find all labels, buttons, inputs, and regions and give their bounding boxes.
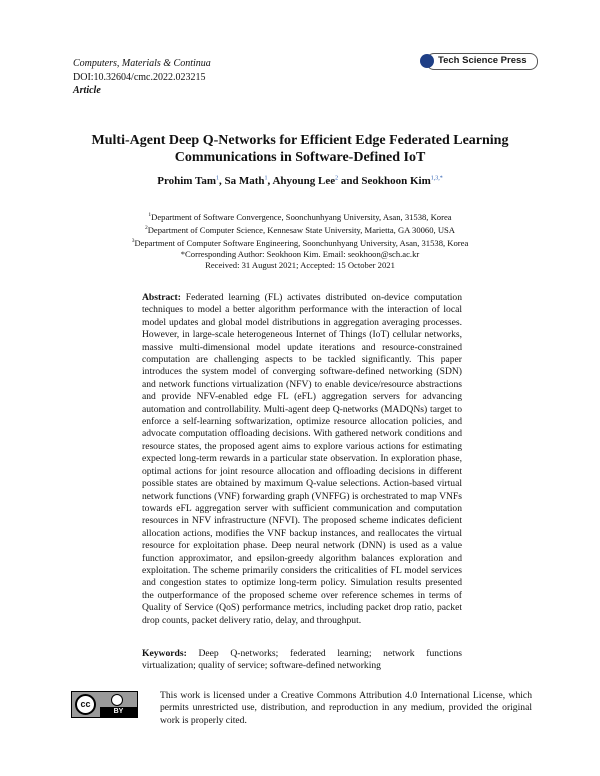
affiliation: $^2$Department of Computer Science, Kennesaw State University, Marietta, GA 30060, USA xyxy=(144,224,456,235)
keywords xyxy=(142,648,462,673)
article-type: Article xyxy=(73,85,101,96)
journal-header xyxy=(73,57,211,98)
keywords-label: Keywords: xyxy=(142,648,187,659)
paper-title xyxy=(70,132,530,166)
by-label: BY xyxy=(100,707,137,717)
publisher-dot-icon xyxy=(420,54,434,68)
author-affil-sup: 1 xyxy=(216,175,220,182)
received-dates: Received: 31 August 2021; Accepted: 15 October 2021 xyxy=(205,260,395,271)
abstract-text: Federated learning (FL) activates distributed on-device computation techniques to model a better algorithm performance with the interaction of local model updates and global model distributions in aggregation averaging processes. However, in large-scale heterogeneous Internet of Things (IoT) cellular networks, massive multi-dimensional model update iterations and resource-constrained computation are challenging aspects to be tackled significantly. This paper introduces the system model of converging software-defined networking (SDN) and network functions virtualization (NFV) to enable device/resource abstractions and provide NFV-enabled edge FL (eFL) aggregation servers for advancing automation and controllability. Multi-agent deep Q-networks (MADQNs) target to enforce a self-learning softwarization, optimize resource allocation policies, and advocate computation offloading decisions. With gathered network conditions and resource states, the proposed agent aims to explore various actions for estimating expected long-term rewards in a particular state observation. In exploration phase, optimal actions for joint resource allocation and offloading decisions in different possible states are obtained by maximum Q-value selections. Action-based virtual network functions (VNF) forwarding graph (VNFFG) is orchestrated to map VNFs towards eFL aggregation server with sufficient communication and computation resources in NFV infrastructure (NFVI). The proposed scheme indicates deficient allocation actions, modifies the VNF backup instances, and reallocates the virtual resource for exploitation phase. Deep neural network (DNN) is used as a value function approximator, and epsilon-greedy algorithm balances exploration and exploitation. The scheme primarily considers the criticalities of FL model services and congestion states to optimize long-term policy. Simulation results presented the outperformance of the proposed scheme over reference schemes in terms of Quality of Service (QoS) performance metrics, including packet drop ratio, packet drop counts, packet delivery ratio, delay, and throughput. xyxy=(142,292,462,626)
publisher-logo xyxy=(420,49,536,71)
keywords-text: Deep Q-networks; federated learning; network functions virtualization; quality of service; software-defined networking xyxy=(142,648,462,672)
author-name: Ahyoung Lee xyxy=(272,175,336,187)
cc-by-license-badge[interactable] xyxy=(71,691,138,718)
affiliations xyxy=(70,210,530,272)
author-affil-sup: 1,3,* xyxy=(430,175,443,182)
title-line-2: Communications in Software-Defined IoT xyxy=(174,150,426,165)
affiliation: $^3$Department of Computer Software Engineering, Soonchunhyang University, Asan, 31538, Korea xyxy=(131,237,469,248)
abstract-label: Abstract: xyxy=(142,292,181,303)
publisher-name: Tech Science Press xyxy=(438,55,527,66)
corresponding-author: *Corresponding Author: Seokhoon Kim. Email: seokhoon@sch.ac.kr xyxy=(180,249,420,260)
attribution-person-icon xyxy=(111,694,123,706)
author-affil-sup: 2 xyxy=(335,175,339,182)
affiliation: $^1$Department of Software Convergence, Soonchunhyang University, Asan, 31538, Korea xyxy=(148,211,452,222)
doi: DOI:10.32604/cmc.2022.023215 xyxy=(73,71,206,83)
title-line-1: Multi-Agent Deep Q-Networks for Efficient Edge Federated Learning xyxy=(91,133,509,148)
license-statement: This work is licensed under a Creative Commons Attribution 4.0 International License, which permits unrestricted use, distribution, and reproduction in any medium, provided the original work is properly cited. xyxy=(160,690,532,726)
author-affil-sup: 1 xyxy=(264,175,268,182)
cc-icon: cc xyxy=(75,694,96,715)
author-list: Prohim Tam$^1$, Sa Math$^1$, Ahyoung Lee$^2$ and Seokhoon Kim$^{1,3,*}$ xyxy=(157,175,443,187)
author-name: Prohim Tam xyxy=(157,175,217,187)
journal-name: Computers, Materials & Continua xyxy=(73,58,211,69)
author-name: Sa Math xyxy=(224,175,265,187)
author-name: Seokhoon Kim xyxy=(361,175,431,187)
abstract xyxy=(142,292,462,627)
